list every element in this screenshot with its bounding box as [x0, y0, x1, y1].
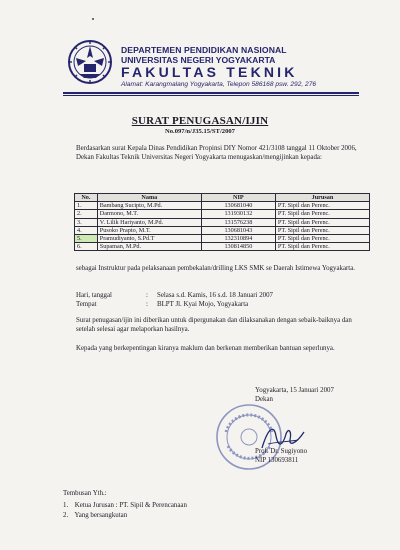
cell-nip: 131576238: [201, 218, 275, 226]
cell-nip: 130681040: [201, 202, 275, 210]
signature-name: Prof. Dr. Sugiyono: [255, 448, 308, 455]
letterhead-department: DEPARTEMEN PENDIDIKAN NASIONAL: [121, 45, 287, 55]
letterhead-faculty: FAKULTAS TEKNIK: [121, 64, 298, 80]
cc-list: [63, 502, 187, 522]
letterhead-address: Alamat: Karangmalang Yogyakarta, Telepon 586168 psw. 292, 276: [121, 81, 317, 88]
cell-no: 1.: [75, 202, 98, 210]
place-colon: :: [146, 301, 148, 308]
cell-jurusan: PT. Sipil dan Perenc.: [275, 243, 369, 251]
date-colon: :: [146, 292, 148, 299]
cell-nama: Darmono, M.T.: [97, 210, 201, 218]
document-number: No.097/n/J35.15/ST/2007: [165, 128, 235, 135]
cell-jurusan: PT. Sipil dan Perenc.: [275, 234, 369, 242]
letterhead-rule-thin: [63, 95, 359, 96]
letterhead-rule-thick: [63, 92, 359, 94]
list-item: [63, 512, 187, 522]
cc-item-number: 1.: [63, 502, 69, 509]
table-row: [75, 226, 370, 234]
signature-city-date: Yogyakarta, 15 Januari 2007: [255, 387, 334, 394]
cell-nip: 130814850: [201, 243, 275, 251]
intro-paragraph: Berdasarkan surat Kepala Dinas Pendidikan Propinsi DIY Nomor 421/3108 tanggal 11 Oktober 2006, Dekan Fakultas Teknik Universitas Negeri Yogyakarta menugaskan/mengijinkan kepada:: [76, 145, 357, 161]
cell-nama: V. Lilik Hariyanto, M.Pd.: [97, 218, 201, 226]
cell-nip: 131930132: [201, 210, 275, 218]
speck-mark: [92, 18, 94, 20]
cell-nama: Supaman, M.Pd.: [97, 243, 201, 251]
cell-no: 2.: [75, 210, 98, 218]
cell-no: 5.: [75, 234, 98, 242]
closing-paragraph-2: Kepada yang berkepentingan kiranya maklum dan berkenan memberikan bantuan seperlunya.: [76, 345, 335, 352]
table-row: [75, 234, 370, 242]
signature-role: Dekan: [255, 396, 273, 403]
letterhead-university: UNIVERSITAS NEGERI YOGYAKARTA: [121, 55, 276, 65]
cell-nama: Bambang Sucipto, M.Pd.: [97, 202, 201, 210]
place-label: Tempat: [76, 301, 97, 308]
table-row: [75, 210, 370, 218]
table-header-row: [75, 194, 370, 202]
cell-jurusan: PT. Sipil dan Perenc.: [275, 226, 369, 234]
place-value: BLPT Jl. Kyai Mojo, Yogyakarta: [157, 301, 249, 308]
header-nama: Nama: [97, 194, 201, 202]
cell-no: 4.: [75, 226, 98, 234]
document-title: SURAT PENUGASAN/IJIN: [131, 115, 269, 127]
cell-no: 6.: [75, 243, 98, 251]
university-logo-icon: [66, 38, 114, 86]
cell-jurusan: PT. Sipil dan Perenc.: [275, 218, 369, 226]
header-jurusan: Jurusan: [275, 194, 369, 202]
cc-heading: Tembusan Yth.:: [63, 490, 107, 497]
cc-item-text: Ketua Jurusan : PT. Sipil & Perencanaan: [74, 502, 187, 509]
date-value: Selasa s.d. Kamis, 16 s.d. 18 Januari 2007: [157, 292, 273, 299]
header-nip: NIP: [201, 194, 275, 202]
closing-paragraph-1: Surat penugasan/ijin ini diberikan untuk dipergunakan dan dilaksanakan dengan sebaik-baiknya dan setelah selesai agar melaporkan hasilnya.: [76, 317, 352, 333]
date-label: Hari, tanggal: [76, 292, 112, 299]
cc-item-text: Yang bersangkutan: [74, 512, 128, 519]
header-no: No.: [75, 194, 98, 202]
cell-jurusan: PT. Sipil dan Perenc.: [275, 210, 369, 218]
cc-item-number: 2.: [63, 512, 69, 519]
list-item: [63, 502, 187, 512]
assignee-table: [74, 193, 370, 251]
cell-nama: Pusoko Prapto, M.T.: [97, 226, 201, 234]
cell-jurusan: PT. Sipil dan Perenc.: [275, 202, 369, 210]
cell-nip: 130681043: [201, 226, 275, 234]
cell-no: 3.: [75, 218, 98, 226]
purpose-paragraph: sebagai Instruktur pada pelaksanaan pembekalan/drilling LKS SMK se Daerah Istimewa Yogyakarta.: [76, 265, 355, 272]
signature-nip: NIP 130693811: [255, 457, 299, 464]
cell-nip: 132310894: [201, 234, 275, 242]
cell-nama: Pramudiyanto, S.Pd.T: [97, 234, 201, 242]
table-row: [75, 243, 370, 251]
table-row: [75, 218, 370, 226]
table-row: [75, 202, 370, 210]
